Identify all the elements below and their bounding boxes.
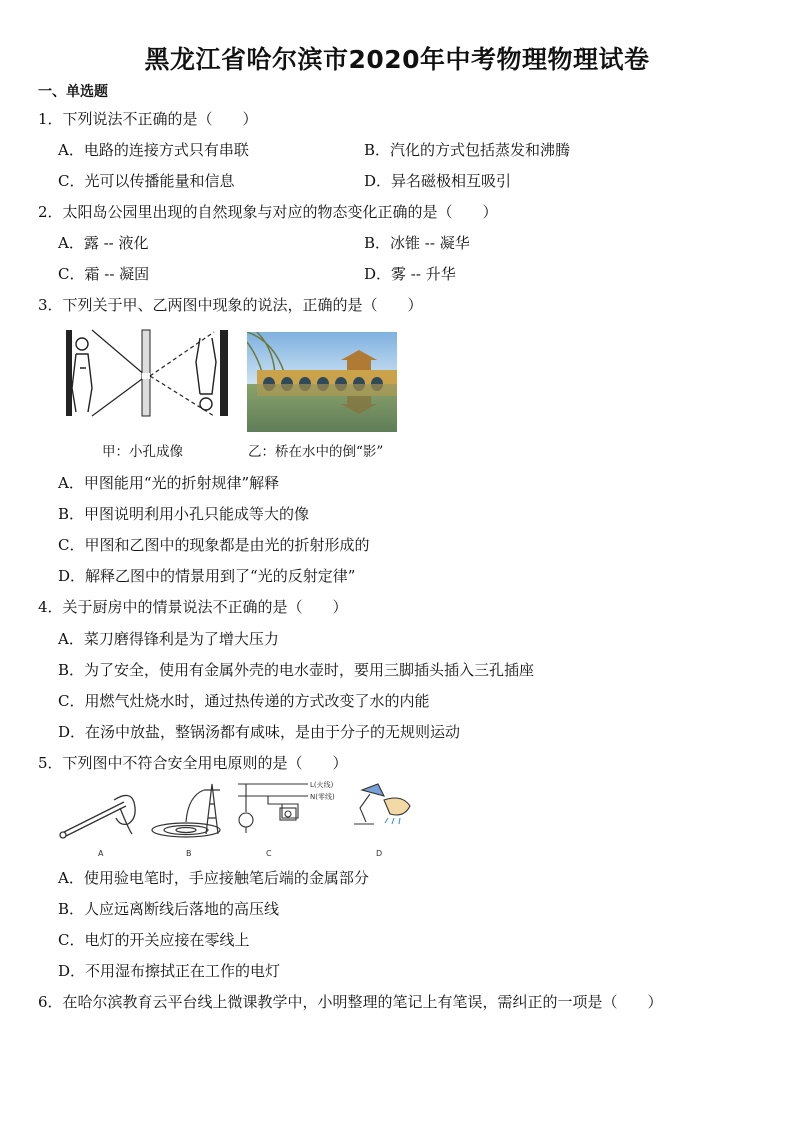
q3-option-b: B．甲图说明利用小孔只能成等大的像 bbox=[58, 505, 310, 523]
q3-option-a: A．甲图能用“光的折射规律”解释 bbox=[58, 474, 280, 492]
q4-option-d: D．在汤中放盐，整锅汤都有咸味，是由于分子的无规则运动 bbox=[58, 723, 461, 741]
figure-label-a: A bbox=[98, 849, 104, 858]
question-1-stem: 1．下列说法不正确的是（ ） bbox=[38, 110, 258, 128]
q2-option-d: D．雾 -- 升华 bbox=[364, 265, 456, 283]
caption-pinhole: 甲：小孔成像 bbox=[102, 444, 183, 460]
q5-option-b: B．人应远离断线后落地的高压线 bbox=[58, 900, 280, 918]
upright-person-icon bbox=[72, 338, 92, 412]
wire-label-neutral: N(零线) bbox=[310, 793, 335, 801]
q1-option-d: D．异名磁极相互吸引 bbox=[364, 172, 512, 190]
inverted-person-icon bbox=[196, 338, 216, 410]
q1-option-b: B．汽化的方式包括蒸发和沸腾 bbox=[364, 141, 571, 159]
bridge-reflection-photo bbox=[247, 332, 397, 432]
q4-option-b: B．为了安全，使用有金属外壳的电水壶时，要用三脚插头插入三孔插座 bbox=[58, 661, 535, 679]
pinhole-camera-figure bbox=[66, 328, 232, 420]
high-voltage-tower-icon bbox=[152, 784, 220, 837]
q3-option-c: C．甲图和乙图中的现象都是由光的折射形成的 bbox=[58, 536, 370, 554]
figure-label-b: B bbox=[186, 849, 192, 858]
figure-label-d: D bbox=[376, 849, 383, 858]
question-5-stem: 5．下列图中不符合安全用电原则的是（ ） bbox=[38, 754, 348, 772]
q1-option-c: C．光可以传播能量和信息 bbox=[58, 172, 235, 190]
caption-bridge: 乙：桥在水中的倒“影” bbox=[248, 444, 384, 460]
q1-option-a: A．电路的连接方式只有串联 bbox=[58, 141, 249, 159]
desk-lamp-icon bbox=[354, 784, 410, 824]
page-title: 黑龙江省哈尔滨市2020年中考物理物理试卷 bbox=[144, 45, 650, 74]
q4-option-a: A．菜刀磨得锋利是为了增大压力 bbox=[58, 630, 279, 648]
lamp-circuit-icon bbox=[238, 784, 308, 833]
question-2-stem: 2．太阳岛公园里出现的自然现象与对应的物态变化正确的是（ ） bbox=[38, 203, 498, 221]
question-3-stem: 3．下列关于甲、乙两图中现象的说法，正确的是（ ） bbox=[38, 296, 423, 314]
q5-option-c: C．电灯的开关应接在零线上 bbox=[58, 931, 250, 949]
q5-option-d: D．不用湿布擦拭正在工作的电灯 bbox=[58, 962, 281, 980]
section-heading: 一、单选题 bbox=[38, 84, 108, 100]
q3-option-d: D．解释乙图中的情景用到了“光的反射定律” bbox=[58, 567, 356, 585]
question-6-stem: 6．在哈尔滨教育云平台线上微课教学中，小明整理的笔记上有笔误，需纠正的一项是（ ） bbox=[38, 993, 663, 1011]
q2-option-c: C．霜 -- 凝固 bbox=[58, 265, 150, 283]
q4-option-c: C．用燃气灶烧水时，通过热传递的方式改变了水的内能 bbox=[58, 692, 430, 710]
wire-label-live: L(火线) bbox=[310, 781, 334, 789]
test-pen-icon bbox=[60, 795, 135, 838]
electrical-safety-figure bbox=[58, 778, 428, 860]
question-4-stem: 4．关于厨房中的情景说法不正确的是（ ） bbox=[38, 598, 348, 616]
q2-option-a: A．露 -- 液化 bbox=[58, 234, 149, 252]
q5-option-a: A．使用验电笔时，手应接触笔后端的金属部分 bbox=[58, 869, 369, 887]
figure-label-c: C bbox=[266, 849, 272, 858]
q2-option-b: B．冰锥 -- 凝华 bbox=[364, 234, 470, 252]
